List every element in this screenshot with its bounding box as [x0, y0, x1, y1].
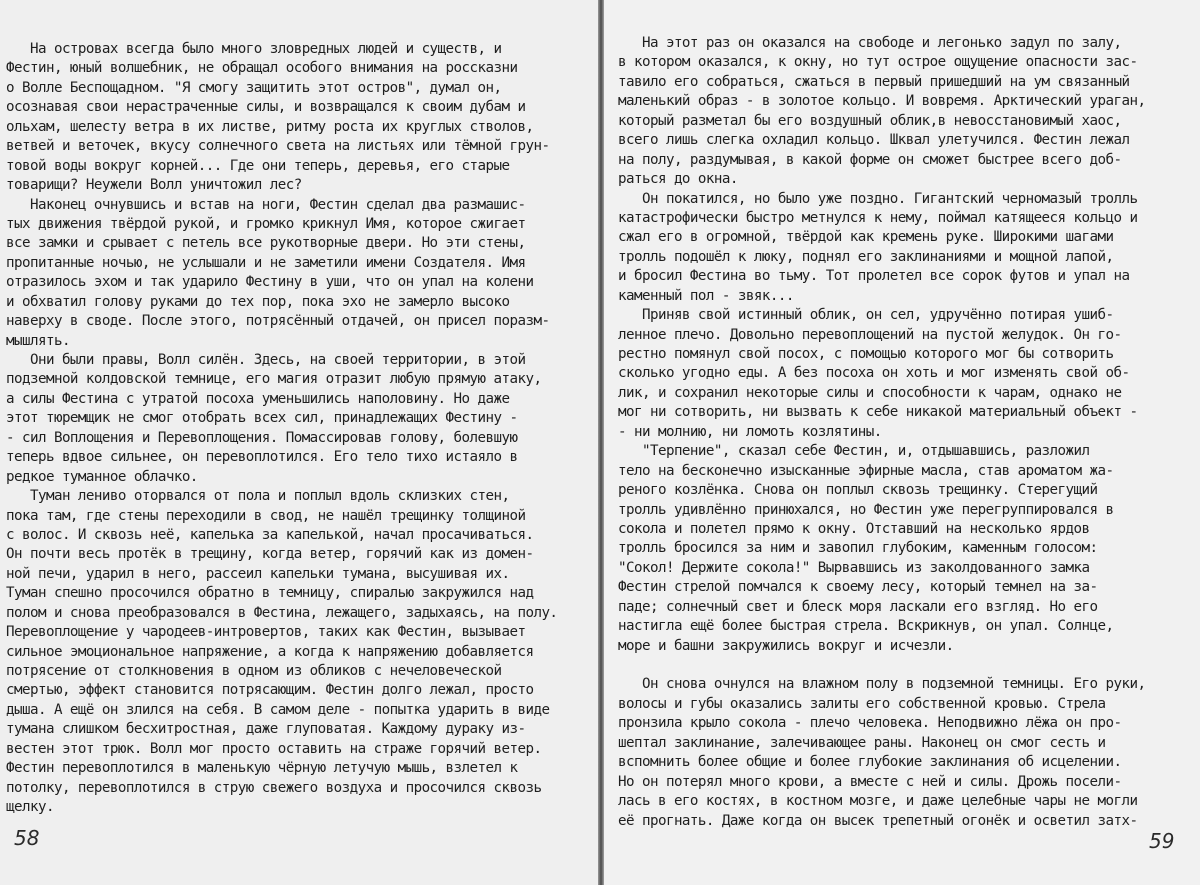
text-line: редкое туманное облачко.	[6, 468, 198, 485]
text-line	[618, 656, 1145, 675]
text-line: Фестин перевоплотился в маленькую чёрную летучую мышь, взлетел к	[6, 760, 518, 777]
text-line: все замки и срывает с петель все рукотворные двери. Но эти стены,	[6, 235, 526, 252]
text-line: дыша. А ещё он злился на себя. В самом деле - попытка ударить в виде	[6, 701, 550, 718]
text-line: всего лишь слегка охладил кольцо. Шквал улетучился. Фестин лежал	[618, 132, 1130, 149]
text-line: сколько угодно еды. А без посоха он хоть и мог изменять свой об-	[618, 365, 1130, 382]
text-line: "Сокол! Держите сокола!" Вырвавшись из заколдованного замка	[618, 559, 1090, 576]
text-line: каменный пол - звяк...	[618, 287, 794, 304]
text-line: Но он потерял много крови, а вместе с ней и силы. Дрожь посели-	[618, 773, 1122, 790]
text-line: - сил Воплощения и Перевоплощения. Помассировав голову, болевшую	[6, 429, 518, 446]
text-line: и обхватил голову руками до тех пор, пока эхо не замерло высоко	[6, 293, 510, 310]
text-line: тело на бесконечно изысканные эфирные масла, став ароматом жа-	[618, 462, 1114, 479]
text-line: и бросил Фестина во тьму. Тот пролетел все сорок футов и упал на	[618, 268, 1130, 285]
text-line: этот тюремщик не смог отобрать всех сил, принадлежащих Фестину -	[6, 410, 518, 427]
text-line: наверху в своде. После этого, потрясённый отдачей, он присел поразм-	[6, 313, 550, 330]
text-line: Он снова очнулся на влажном полу в подземной темницы. Его руки,	[618, 676, 1146, 693]
text-line: Он почти весь протёк в трещину, когда ветер, горячий как из домен-	[6, 546, 534, 563]
text-line: шептал заклинание, залечивающее раны. Наконец он смог сесть и	[618, 734, 1106, 751]
text-line: пронзила крыло сокола - плечо человека. Неподвижно лёжа он про-	[618, 715, 1122, 732]
text-line: вспомнить более общие и более глубокие заклинания об исцелении.	[618, 754, 1122, 771]
text-line: полом и снова преобразовался в Фестина, лежащего, задыхаясь, на полу.	[6, 604, 558, 621]
text-line: тролль удивлённо принюхался, но Фестин уже перегруппировался в	[618, 501, 1114, 518]
text-line: тролль подошёл к люку, поднял его заклинаниями и мощной лапой,	[618, 248, 1114, 265]
text-line: отразилось эхом и так ударило Фестину в уши, что он упал на колени	[6, 274, 534, 291]
text-line: её прогнать. Даже когда он высек трепетный огонёк и осветил затх-	[618, 812, 1138, 829]
text-line: сильное эмоциональное напряжение, а когда к напряжению добавляется	[6, 643, 534, 660]
text-line: Туман спешно просочился обратно в темницу, спиралью закружился над	[6, 585, 534, 602]
text-line: раться до окна.	[618, 171, 738, 188]
text-line: Перевоплощение у чародеев-интровертов, таких как Фестин, вызывает	[6, 624, 526, 641]
text-line: мог ни сотворить, ни вызвать к себе никакой материальный объект -	[618, 404, 1138, 421]
text-line: Фестин, юный волшебник, не обращал особого внимания на россказни	[6, 60, 518, 77]
text-line: На островах всегда было много зловредных людей и существ, и	[6, 41, 502, 57]
text-line: мышлять.	[6, 332, 70, 349]
text-line: потрясение от столкновения в одном из обликов с нечеловеческой	[6, 663, 502, 679]
right-page-number: 59	[1149, 829, 1175, 853]
text-line: волосы и губы оказались залиты его собственной кровью. Стрела	[618, 695, 1106, 712]
text-line: на полу, раздумывая, в какой форме он сможет быстрее всего доб-	[618, 151, 1122, 168]
text-line: пропитанные ночью, не услышали и не заметили имени Создателя. Имя	[6, 254, 526, 271]
text-line: ветвей и веточек, вкусу солнечного света на листьях или тёмной грун-	[6, 138, 550, 155]
text-line: осознавая свои нерастраченные силы, и возвращался к своим дубам и	[6, 99, 526, 116]
text-line: вестен этот трюк. Волл мог просто оставить на страже горячий ветер.	[6, 740, 542, 757]
text-line: подземной колдовской темнице, его магия отразит любую прямую атаку,	[6, 371, 542, 388]
left-page-number: 58	[14, 826, 40, 850]
text-line: тавило его собраться, сжаться в первый пришедший на ум связанный	[618, 73, 1130, 90]
text-line: - ни молнию, ни ломоть козлятины.	[618, 423, 882, 440]
text-line: сокола и полетел прямо к окну. Отставший на несколько ярдов	[618, 520, 1090, 537]
text-line: теперь вдвое сильнее, он перевоплотился. Его тело тихо истаяло в	[6, 449, 518, 466]
text-line: паде; солнечный свет и блеск моря ласкали его взгляд. Но его	[618, 598, 1098, 615]
text-line: Он покатился, но было уже поздно. Гигантский черномазый тролль	[618, 190, 1138, 207]
text-line: а силы Фестина с утратой посоха уменьшились наполовину. Но даже	[6, 390, 510, 407]
text-line: о Волле Беспощадном. "Я смогу защитить этот остров", думал он,	[6, 79, 502, 96]
text-line: товарищи? Неужели Волл уничтожил лес?	[6, 177, 302, 194]
text-line: с волос. И сквозь неё, капелька за капелькой, начал просачиваться.	[6, 526, 534, 543]
text-line: ольхам, шелесту ветра в их листве, ритму роста их круглых стволов,	[6, 118, 534, 135]
text-line: тролль бросился за ним и завопил глубоким, каменным голосом:	[618, 540, 1098, 557]
text-line: сжал его в огромной, твёрдой как кремень руке. Широкими шагами	[618, 229, 1114, 246]
left-page	[0, 0, 598, 885]
text-line: Туман лениво оторвался от пола и поплыл вдоль склизких стен,	[6, 488, 510, 505]
text-line: тумана слишком бесхитростная, даже глуповатая. Каждому дураку из-	[6, 721, 526, 738]
text-line: ленное плечо. Довольно перевоплощений на пустой желудок. Он го-	[618, 326, 1122, 343]
text-line: щелку.	[6, 799, 54, 816]
text-line: Наконец очнувшись и встав на ноги, Фестин сделал два размашис-	[6, 196, 526, 213]
text-line: катастрофически быстро метнулся к нему, поймал катящееся кольцо и	[618, 209, 1138, 226]
text-line: настигла ещё более быстрая стрела. Вскрикнув, он упал. Солнце,	[618, 618, 1114, 635]
text-line: пока там, где стены переходили в свод, не нашёл трещинку толщиной	[6, 507, 526, 524]
text-line: в котором оказался, к окну, но тут острое ощущение опасности зас-	[618, 54, 1138, 71]
text-line: рестно помянул свой посох, с помощью которого мог бы сотворить	[618, 346, 1114, 362]
text-line: товой воды вокруг корней... Где они теперь, деревья, его старые	[6, 157, 510, 174]
right-page-text	[618, 34, 1145, 831]
text-line: Фестин стрелой помчался к своему лесу, который темнел на за-	[618, 579, 1098, 596]
text-line: На этот раз он оказался на свободе и легонько задул по залу,	[618, 35, 1122, 51]
text-line: потолку, перевоплотился в струю свежего воздуха и просочился сквозь	[6, 779, 542, 796]
text-line: "Терпение", сказал себе Фестин, и, отдышавшись, разложил	[618, 443, 1090, 460]
text-line: смертью, эффект становится потрясающим. Фестин долго лежал, просто	[6, 682, 534, 699]
text-line: Приняв свой истинный облик, он сел, удручённо потирая ушиб-	[618, 307, 1114, 324]
text-line: маленький образ - в золотое кольцо. И вовремя. Арктический ураган,	[618, 93, 1146, 110]
left-page-text	[6, 40, 557, 818]
text-line: который разметал бы его воздушный облик,в невосстановимый хаос,	[618, 112, 1122, 129]
text-line: тых движения твёрдой рукой, и громко крикнул Имя, которое сжигает	[6, 215, 526, 232]
text-line: ной печи, ударил в него, рассеил капельки тумана, высушивая их.	[6, 565, 510, 582]
text-line: лик, и сохранил некоторые силы и способности к чарам, однако не	[618, 384, 1122, 401]
text-line: реного козлёнка. Снова он поплыл сквозь трещинку. Стерегущий	[618, 482, 1098, 499]
text-line: лась в его костях, в костном мозге, и даже целебные чары не могли	[618, 793, 1138, 810]
text-line: море и башни закружились вокруг и исчезли.	[618, 637, 954, 654]
right-page	[604, 0, 1200, 885]
text-line: Они были правы, Волл силён. Здесь, на своей территории, в этой	[6, 352, 526, 368]
